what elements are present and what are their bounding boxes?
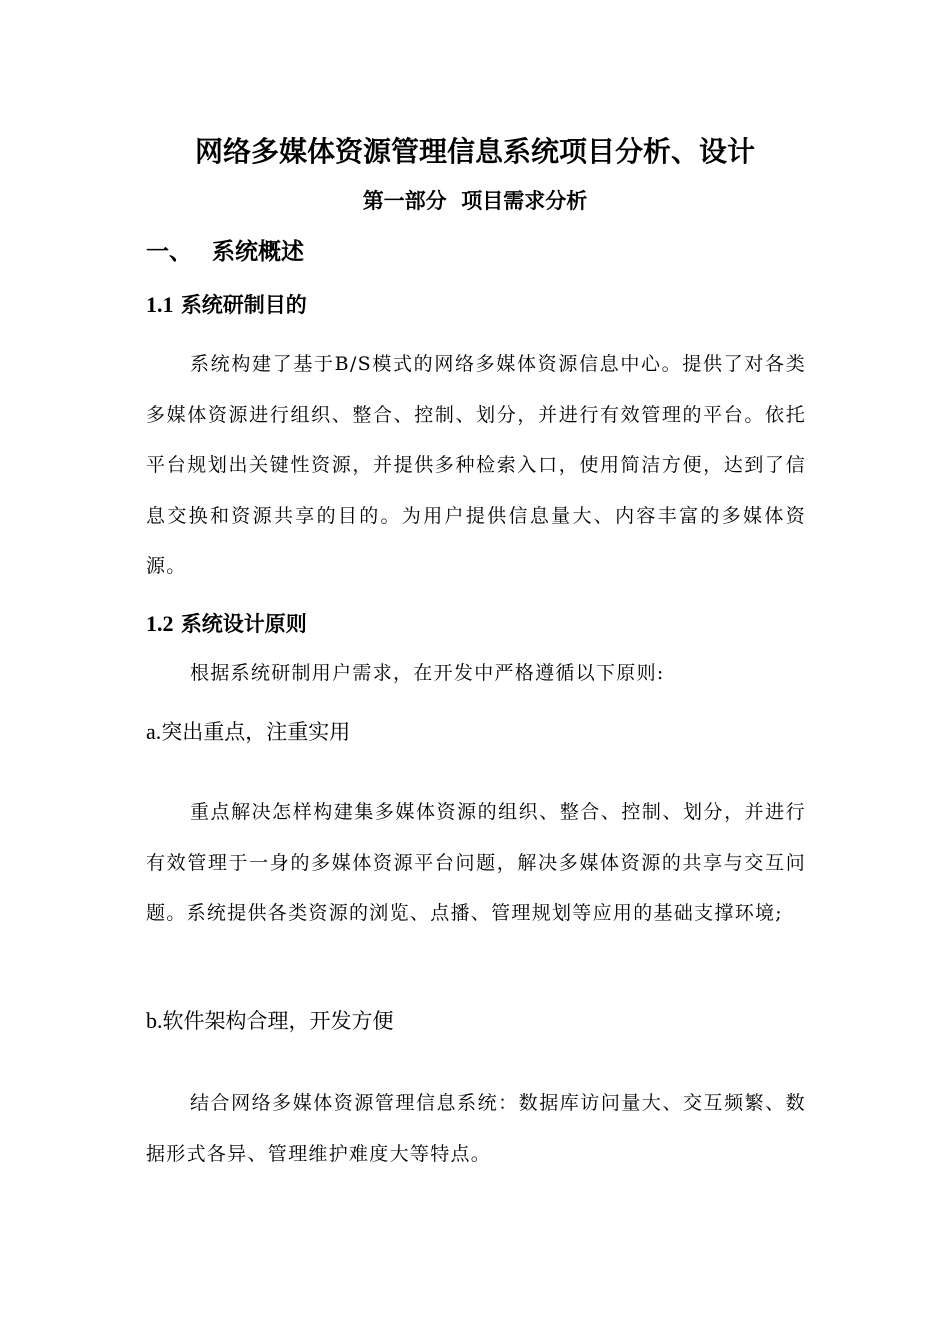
principle-a-label: a.	[146, 719, 162, 744]
purpose-paragraph: 系统构建了基于B/S模式的网络多媒体资源信息中心。提供了对各类多媒体资源进行组织、整合、控制、划分，并进行有效管理的平台。依托平台规划出关键性资源，并提供多种检索入口，使用简洁方便，达到了信息交换和资源共享的目的。为用户提供信息量大、内容丰富的多媒体资源。	[146, 353, 806, 577]
principles-intro: 根据系统研制用户需求，在开发中严格遵循以下原则:	[190, 662, 665, 684]
document-title: 网络多媒体资源管理信息系统项目分析、设计	[194, 135, 755, 168]
principle-b-title: 软件架构合理，开发方便	[162, 1009, 394, 1033]
subsection-heading-principles	[146, 609, 307, 639]
subsection-heading-purpose	[146, 290, 307, 320]
section-heading-overview	[146, 236, 304, 268]
principle-a-text: 重点解决怎样构建集多媒体资源的组织、整合、控制、划分，并进行有效管理于一身的多媒体资源平台问题，解决多媒体资源的共享与交互问题。系统提供各类资源的浏览、点播、管理规划等应用的基础支撑环境;	[146, 801, 806, 924]
principle-b-label: b.	[146, 1008, 163, 1033]
section-title: 系统概述	[212, 239, 304, 265]
principle-a-heading	[146, 717, 350, 747]
part-title: 第一部分 项目需求分析	[362, 189, 588, 213]
section-number: 一、	[146, 239, 192, 265]
subsection-title: 系统研制目的	[180, 293, 307, 317]
principle-b-heading	[146, 1006, 394, 1036]
principle-b-text: 结合网络多媒体资源管理信息系统：数据库访问量大、交互频繁、数据形式各异、管理维护难度大等特点。	[146, 1092, 806, 1165]
subsection-number: 1.1	[146, 292, 174, 317]
subsection-number: 1.2	[146, 611, 174, 636]
subsection-title: 系统设计原则	[180, 612, 307, 636]
principle-a-title: 突出重点，注重实用	[161, 720, 351, 744]
